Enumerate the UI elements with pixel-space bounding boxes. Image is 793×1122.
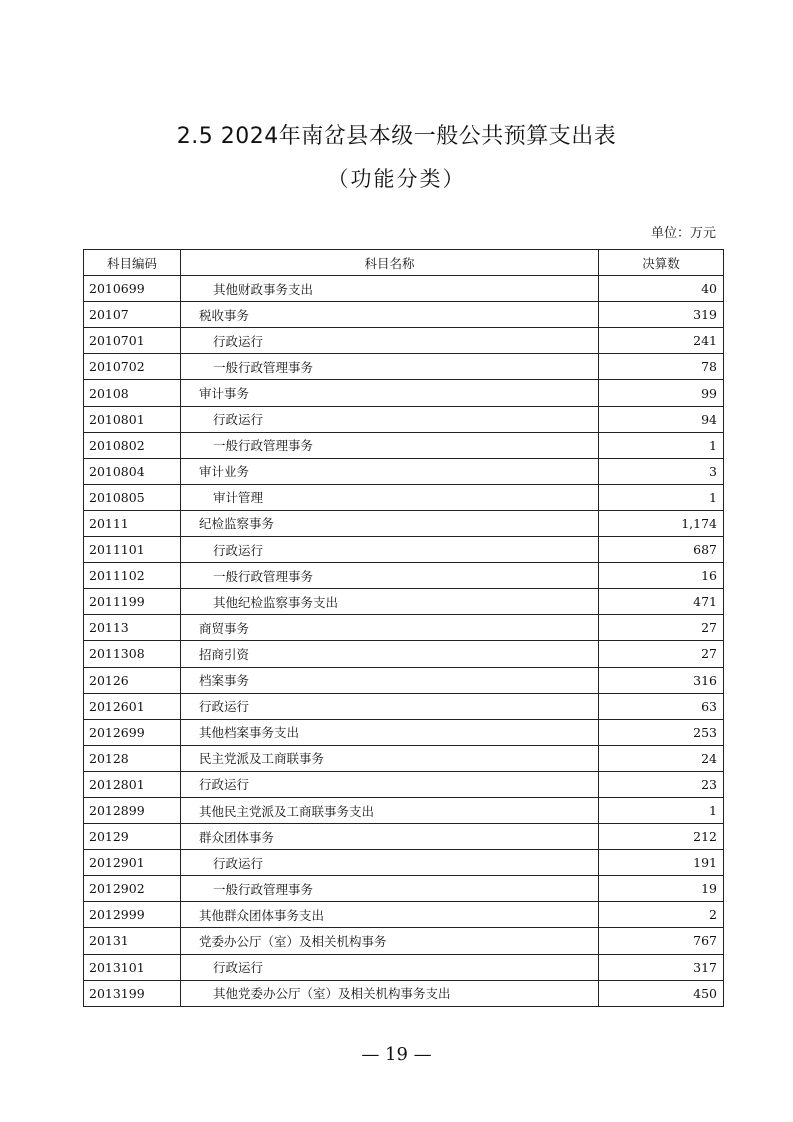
table-row [84, 693, 724, 719]
row-name: 行政运行 [181, 328, 599, 354]
row-code: 2012902 [84, 876, 181, 902]
row-value: 63 [599, 693, 724, 719]
table-row [84, 302, 724, 328]
row-name: 税收事务 [181, 302, 599, 328]
row-name: 群众团体事务 [181, 824, 599, 850]
row-name: 行政运行 [181, 537, 599, 563]
row-value: 1,174 [599, 510, 724, 536]
row-code: 20108 [84, 380, 181, 406]
row-code: 20126 [84, 667, 181, 693]
row-name: 招商引资 [181, 641, 599, 667]
row-name: 行政运行 [181, 771, 599, 797]
table-row [84, 641, 724, 667]
row-name: 行政运行 [181, 850, 599, 876]
row-name: 档案事务 [181, 667, 599, 693]
row-code: 2011102 [84, 563, 181, 589]
row-code: 20131 [84, 928, 181, 954]
table-row [84, 563, 724, 589]
header-value: 决算数 [599, 250, 724, 276]
header-code: 科目编码 [84, 250, 181, 276]
row-code: 20128 [84, 745, 181, 771]
row-value: 191 [599, 850, 724, 876]
row-name: 行政运行 [181, 693, 599, 719]
row-value: 99 [599, 380, 724, 406]
table-row [84, 850, 724, 876]
row-value: 316 [599, 667, 724, 693]
row-name: 其他党委办公厅（室）及相关机构事务支出 [181, 980, 599, 1006]
table-row [84, 458, 724, 484]
row-code: 2011308 [84, 641, 181, 667]
table-row [84, 380, 724, 406]
row-code: 2011101 [84, 537, 181, 563]
row-value: 27 [599, 615, 724, 641]
row-value: 1 [599, 797, 724, 823]
table-row [84, 824, 724, 850]
table-row [84, 354, 724, 380]
row-code: 2010801 [84, 406, 181, 432]
table-row [84, 928, 724, 954]
row-name: 审计管理 [181, 484, 599, 510]
row-name: 纪检监察事务 [181, 510, 599, 536]
row-name: 行政运行 [181, 954, 599, 980]
table-row [84, 406, 724, 432]
row-value: 471 [599, 589, 724, 615]
row-name: 其他财政事务支出 [181, 276, 599, 302]
row-value: 23 [599, 771, 724, 797]
row-code: 2012901 [84, 850, 181, 876]
row-value: 253 [599, 719, 724, 745]
table-row [84, 328, 724, 354]
table-row [84, 510, 724, 536]
row-code: 2012801 [84, 771, 181, 797]
row-name: 其他民主党派及工商联事务支出 [181, 797, 599, 823]
unit-label: 单位：万元 [650, 226, 716, 241]
row-name: 审计业务 [181, 458, 599, 484]
row-code: 2012601 [84, 693, 181, 719]
row-code: 2012899 [84, 797, 181, 823]
page-title: 2.5 2024年南岔县本级一般公共预算支出表 [176, 124, 617, 149]
table-row [84, 484, 724, 510]
row-code: 2012699 [84, 719, 181, 745]
table-header-row [84, 250, 724, 276]
row-value: 1 [599, 432, 724, 458]
row-code: 2010802 [84, 432, 181, 458]
row-name: 民主党派及工商联事务 [181, 745, 599, 771]
row-value: 40 [599, 276, 724, 302]
page-subtitle: （功能分类） [327, 167, 466, 191]
row-code: 2011199 [84, 589, 181, 615]
table-row [84, 980, 724, 1006]
row-code: 2013101 [84, 954, 181, 980]
row-code: 2010804 [84, 458, 181, 484]
row-value: 16 [599, 563, 724, 589]
row-code: 20111 [84, 510, 181, 536]
row-value: 212 [599, 824, 724, 850]
table-row [84, 719, 724, 745]
row-name: 其他档案事务支出 [181, 719, 599, 745]
row-name: 一般行政管理事务 [181, 876, 599, 902]
row-name: 一般行政管理事务 [181, 354, 599, 380]
row-code: 2010702 [84, 354, 181, 380]
row-code: 2012999 [84, 902, 181, 928]
row-name: 审计事务 [181, 380, 599, 406]
row-code: 2010805 [84, 484, 181, 510]
row-value: 78 [599, 354, 724, 380]
table-row [84, 954, 724, 980]
row-code: 20113 [84, 615, 181, 641]
row-name: 行政运行 [181, 406, 599, 432]
row-value: 241 [599, 328, 724, 354]
row-code: 20107 [84, 302, 181, 328]
row-value: 3 [599, 458, 724, 484]
table-row [84, 589, 724, 615]
table-row [84, 745, 724, 771]
row-value: 687 [599, 537, 724, 563]
row-code: 2010701 [84, 328, 181, 354]
row-value: 24 [599, 745, 724, 771]
header-name: 科目名称 [181, 250, 599, 276]
table-row [84, 432, 724, 458]
row-name: 其他群众团体事务支出 [181, 902, 599, 928]
row-value: 767 [599, 928, 724, 954]
row-code: 20129 [84, 824, 181, 850]
table-row [84, 876, 724, 902]
row-value: 317 [599, 954, 724, 980]
table-row [84, 615, 724, 641]
row-code: 2013199 [84, 980, 181, 1006]
table-row [84, 537, 724, 563]
table-row [84, 276, 724, 302]
row-value: 319 [599, 302, 724, 328]
row-name: 党委办公厅（室）及相关机构事务 [181, 928, 599, 954]
row-code: 2010699 [84, 276, 181, 302]
row-value: 2 [599, 902, 724, 928]
row-value: 1 [599, 484, 724, 510]
row-name: 其他纪检监察事务支出 [181, 589, 599, 615]
row-value: 94 [599, 406, 724, 432]
row-name: 商贸事务 [181, 615, 599, 641]
row-value: 27 [599, 641, 724, 667]
table-row [84, 797, 724, 823]
table-row [84, 902, 724, 928]
page-number: — 19 — [361, 1044, 432, 1065]
row-value: 19 [599, 876, 724, 902]
budget-table [83, 249, 724, 1007]
row-value: 450 [599, 980, 724, 1006]
row-name: 一般行政管理事务 [181, 432, 599, 458]
row-name: 一般行政管理事务 [181, 563, 599, 589]
table-row [84, 771, 724, 797]
table-row [84, 667, 724, 693]
